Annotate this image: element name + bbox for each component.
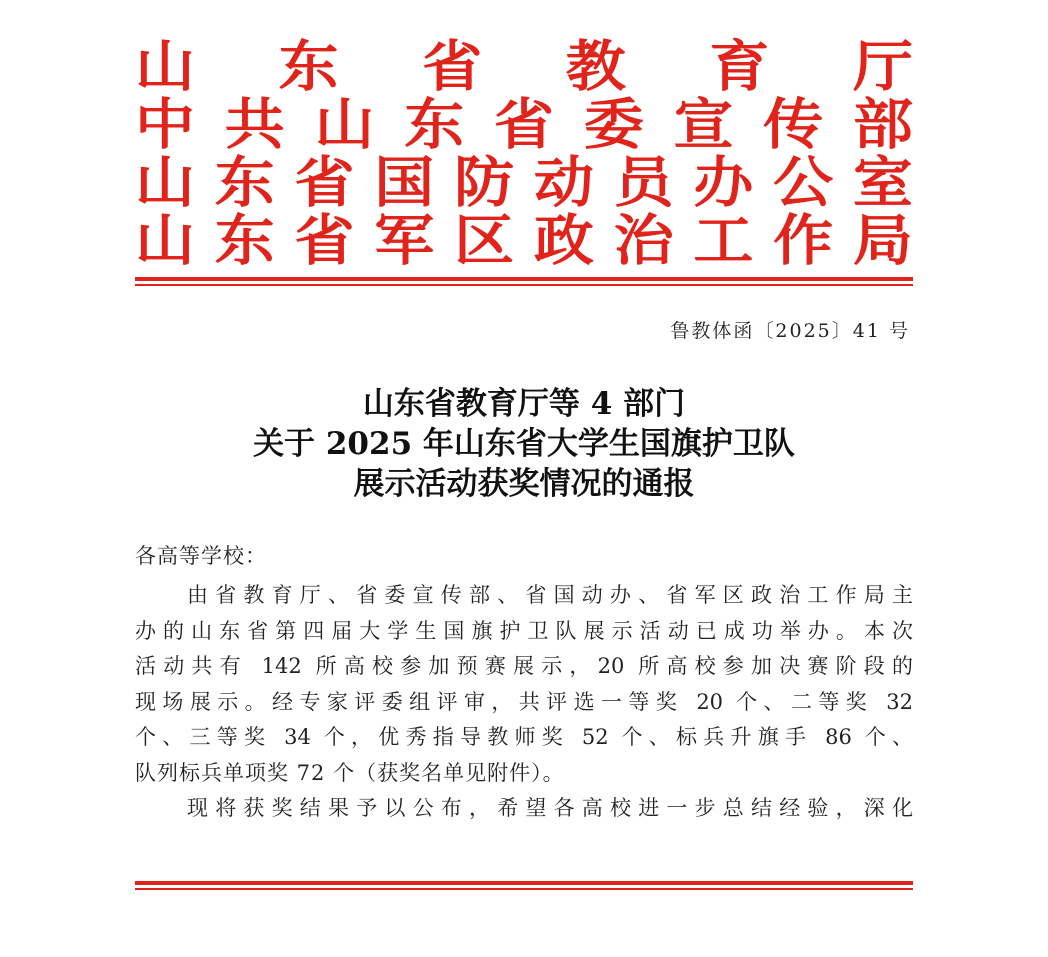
document-number: 鲁教体函〔2025〕41 号 xyxy=(670,320,910,342)
footer-divider-thin xyxy=(135,888,913,890)
header-divider-thin xyxy=(135,284,913,286)
header-divider-thick xyxy=(135,277,913,281)
header-line-military-political-bureau: 山 东 省 军 区 政 治 工 作 局 xyxy=(135,208,913,274)
document-title xyxy=(135,384,913,504)
title-line-1: 山东省教育厅等 4 部门 xyxy=(362,386,686,422)
header-line-education-department: 山 东 省 教 育 厅 xyxy=(135,34,913,100)
body-text xyxy=(135,578,913,827)
footer-divider-thick xyxy=(135,881,913,885)
body-line: 现场展示。经专家评委组评审，共评选一等奖 20 个、二等奖 32 xyxy=(135,689,913,714)
header-line-defense-mobilization-office: 山 东 省 国 防 动 员 办 公 室 xyxy=(135,150,913,216)
body-line: 现将获奖结果予以公布，希望各高校进一步总结经验，深化 xyxy=(187,796,913,820)
body-line: 办的山东省第四届大学生国旗护卫队展示活动已成功举办。本次 xyxy=(135,618,913,643)
body-line: 由省教育厅、省委宣传部、省国动办、省军区政治工作局主 xyxy=(187,583,913,607)
body-line: 活动共有 142 所高校参加预赛展示，20 所高校参加决赛阶段的 xyxy=(135,654,913,678)
title-line-3: 展示活动获奖情况的通报 xyxy=(353,466,695,502)
body-line: 个、三等奖 34 个，优秀指导教师奖 52 个、标兵升旗手 86 个、 xyxy=(135,725,913,749)
salutation: 各高等学校： xyxy=(135,544,267,568)
issuing-authority-header xyxy=(135,34,913,274)
header-line-publicity-department: 中 共 山 东 省 委 宣 传 部 xyxy=(135,92,913,158)
title-line-2: 关于 2025 年山东省大学生国旗护卫队 xyxy=(253,426,795,462)
body-line: 队列标兵单项奖 72 个（获奖名单见附件）。 xyxy=(135,760,565,785)
